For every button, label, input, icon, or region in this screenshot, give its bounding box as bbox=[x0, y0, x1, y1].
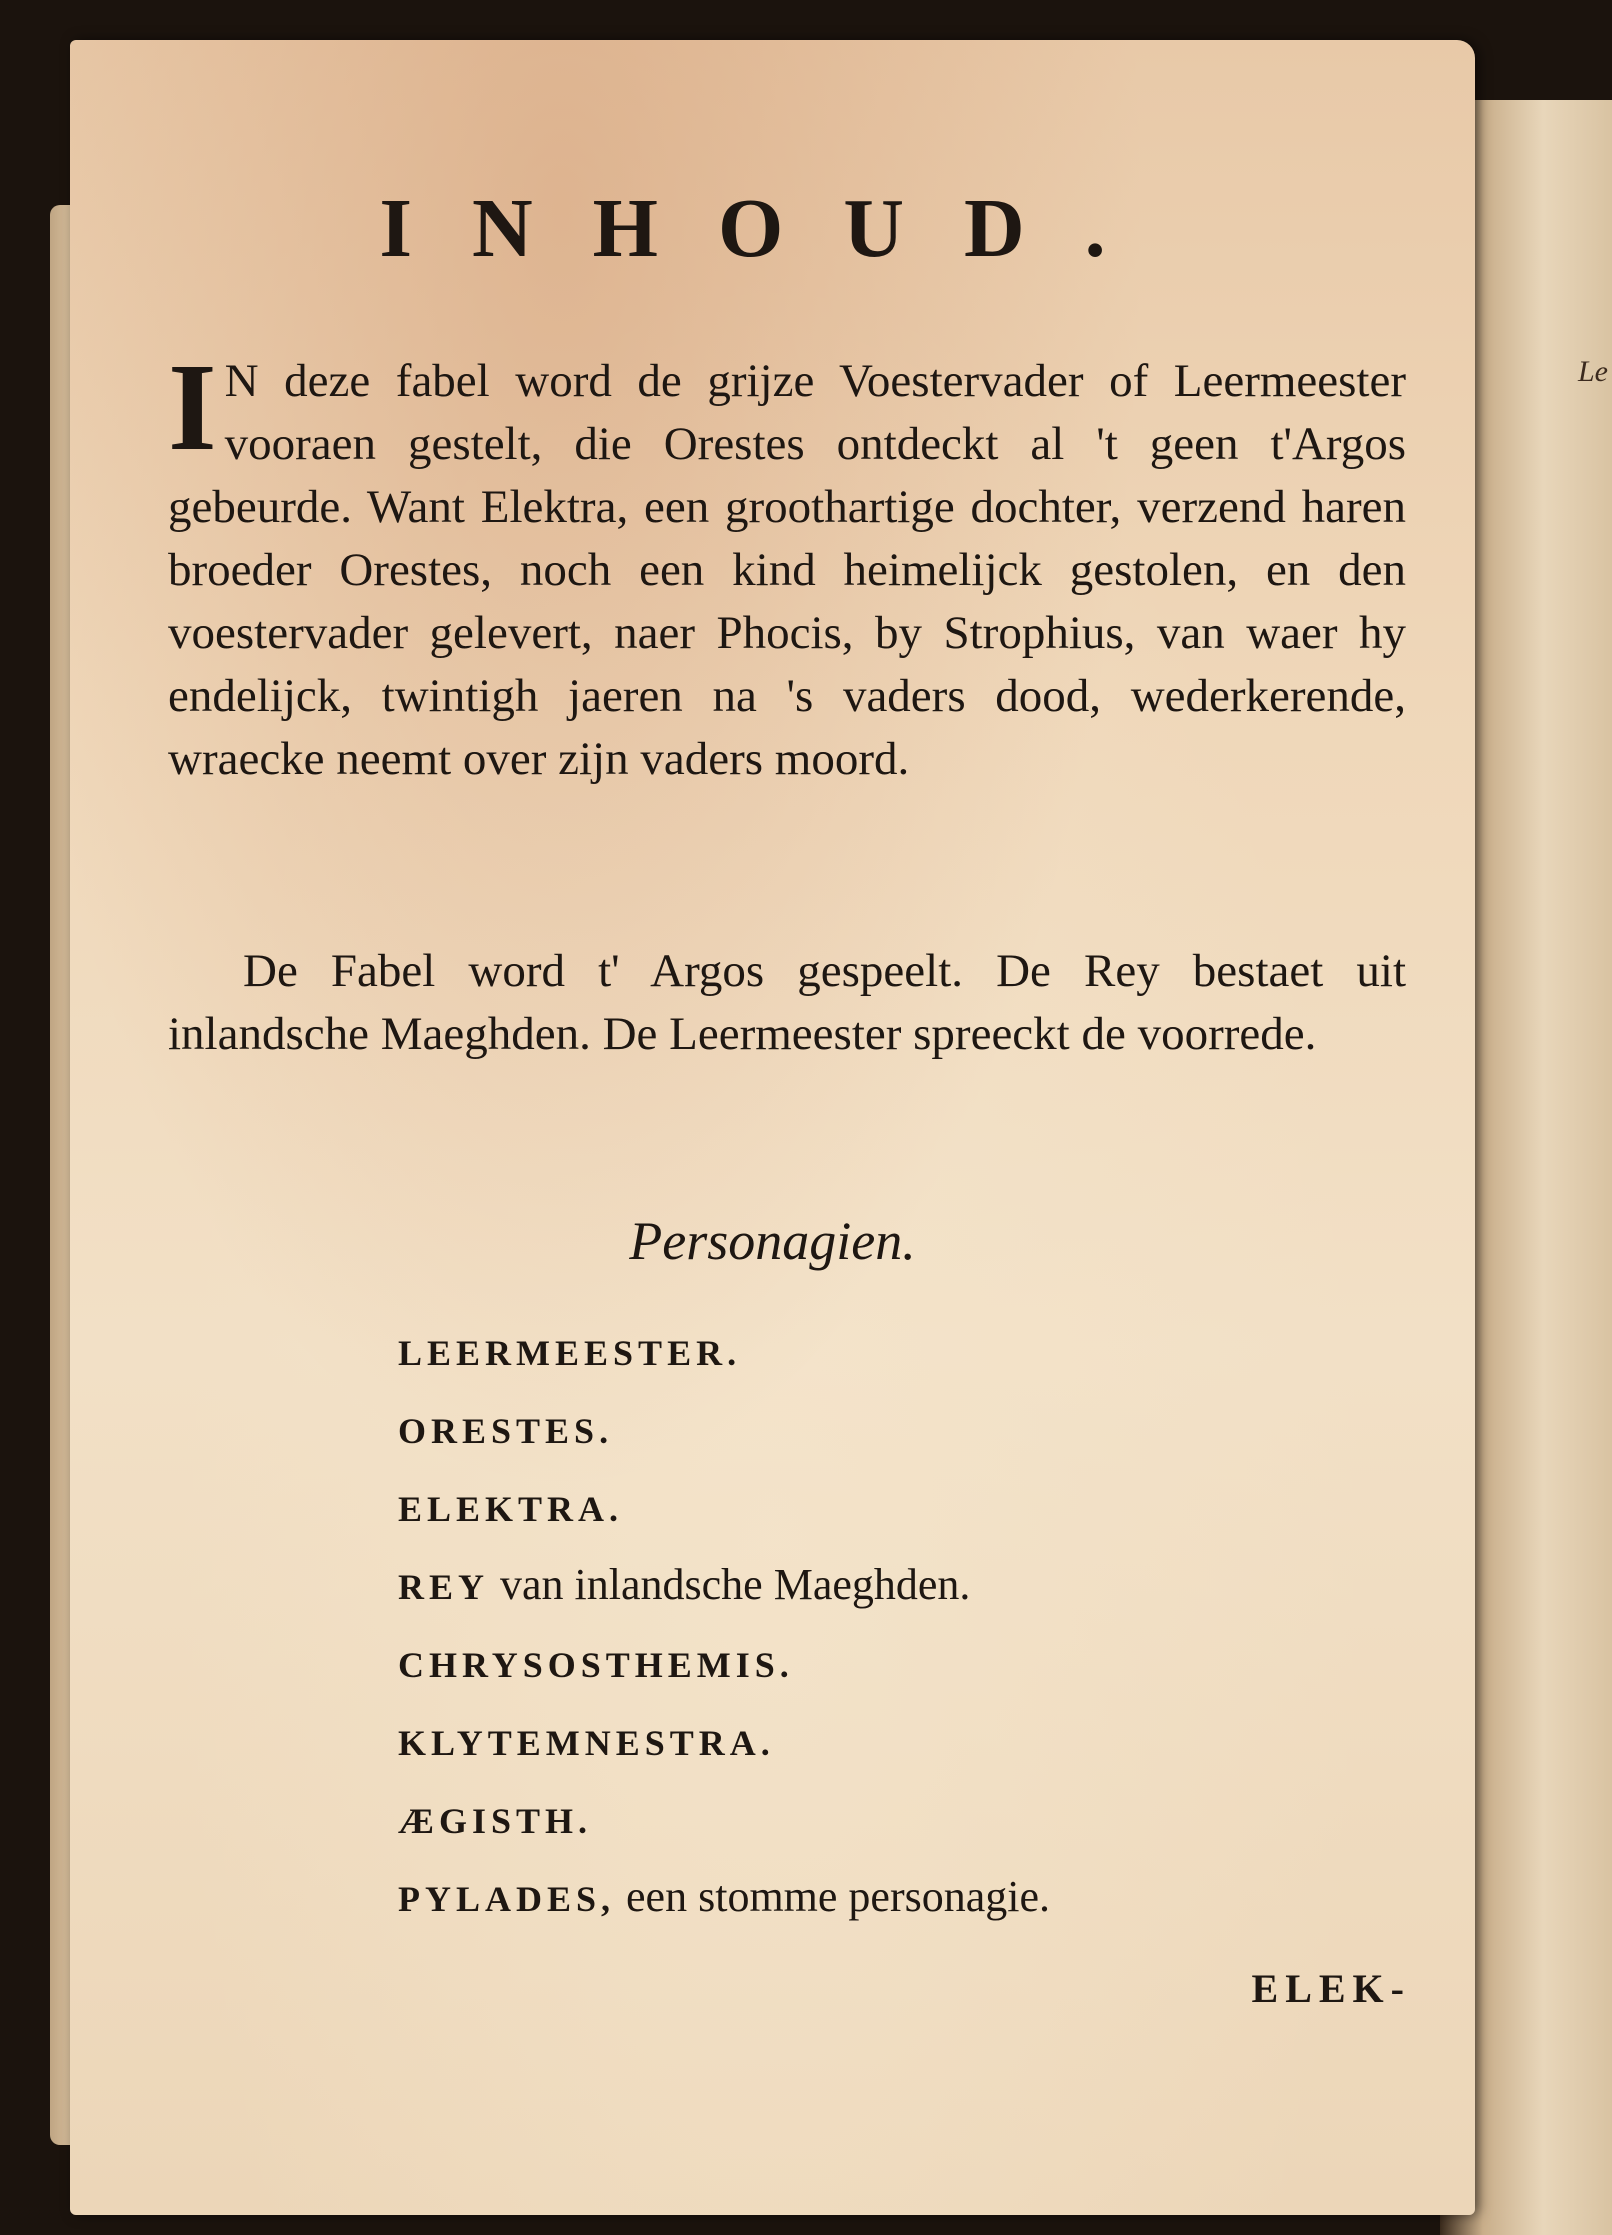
drop-cap: I bbox=[168, 339, 217, 477]
persona-description: een stomme personagie. bbox=[615, 1872, 1051, 1921]
persona-item bbox=[398, 1715, 1050, 1793]
persona-name: CHRYSOSTHEMIS. bbox=[398, 1645, 794, 1685]
persona-name: ÆGISTH. bbox=[398, 1801, 593, 1841]
persona-item bbox=[398, 1637, 1050, 1715]
persona-description: van inlandsche Maeghden. bbox=[489, 1560, 971, 1609]
personae-heading: Personagien. bbox=[629, 1211, 916, 1271]
persona-name: LEERMEESTER. bbox=[398, 1333, 742, 1373]
persona-item bbox=[398, 1325, 1050, 1403]
setting-paragraph: De Fabel word t' Argos gespeelt. De Rey bestaet uit inlandsche Maeghden. De Leermeester spreeckt de voorrede. bbox=[168, 945, 1406, 1060]
persona-name: REY bbox=[398, 1567, 490, 1607]
page-title: INHOUD. bbox=[379, 182, 1166, 275]
persona-name: PYLADES, bbox=[398, 1879, 616, 1919]
book-page bbox=[70, 40, 1475, 2215]
summary-text: N deze fabel word de grijze Voestervader of Leermeester vooraen gestelt, die Orestes ontdeckt al 't geen t'Argos gebeurde. Want Elektra, een groothartige dochter, verzend haren broeder Orestes, noch een kind heimelijck gestolen, en den voestervader gelevert, naer Phocis, by Strophius, van waer hy endelijck, twintigh jaeren na 's vaders dood, wederkerende, wraecke neemt over zijn vaders moord. bbox=[168, 355, 1406, 785]
persona-item bbox=[398, 1481, 1050, 1559]
persona-item bbox=[398, 1403, 1050, 1481]
catchword: ELEK- bbox=[1251, 1966, 1411, 2011]
persona-name: ORESTES. bbox=[398, 1411, 614, 1451]
summary-paragraph bbox=[168, 339, 1406, 791]
persona-name: KLYTEMNESTRA. bbox=[398, 1723, 775, 1763]
persona-item bbox=[398, 1793, 1050, 1871]
persona-item bbox=[398, 1871, 1050, 1949]
persona-item bbox=[398, 1559, 1050, 1637]
facing-page-text: Le bbox=[1578, 355, 1608, 388]
persona-name: ELEKTRA. bbox=[398, 1489, 624, 1529]
personae-list bbox=[398, 1325, 1050, 1949]
